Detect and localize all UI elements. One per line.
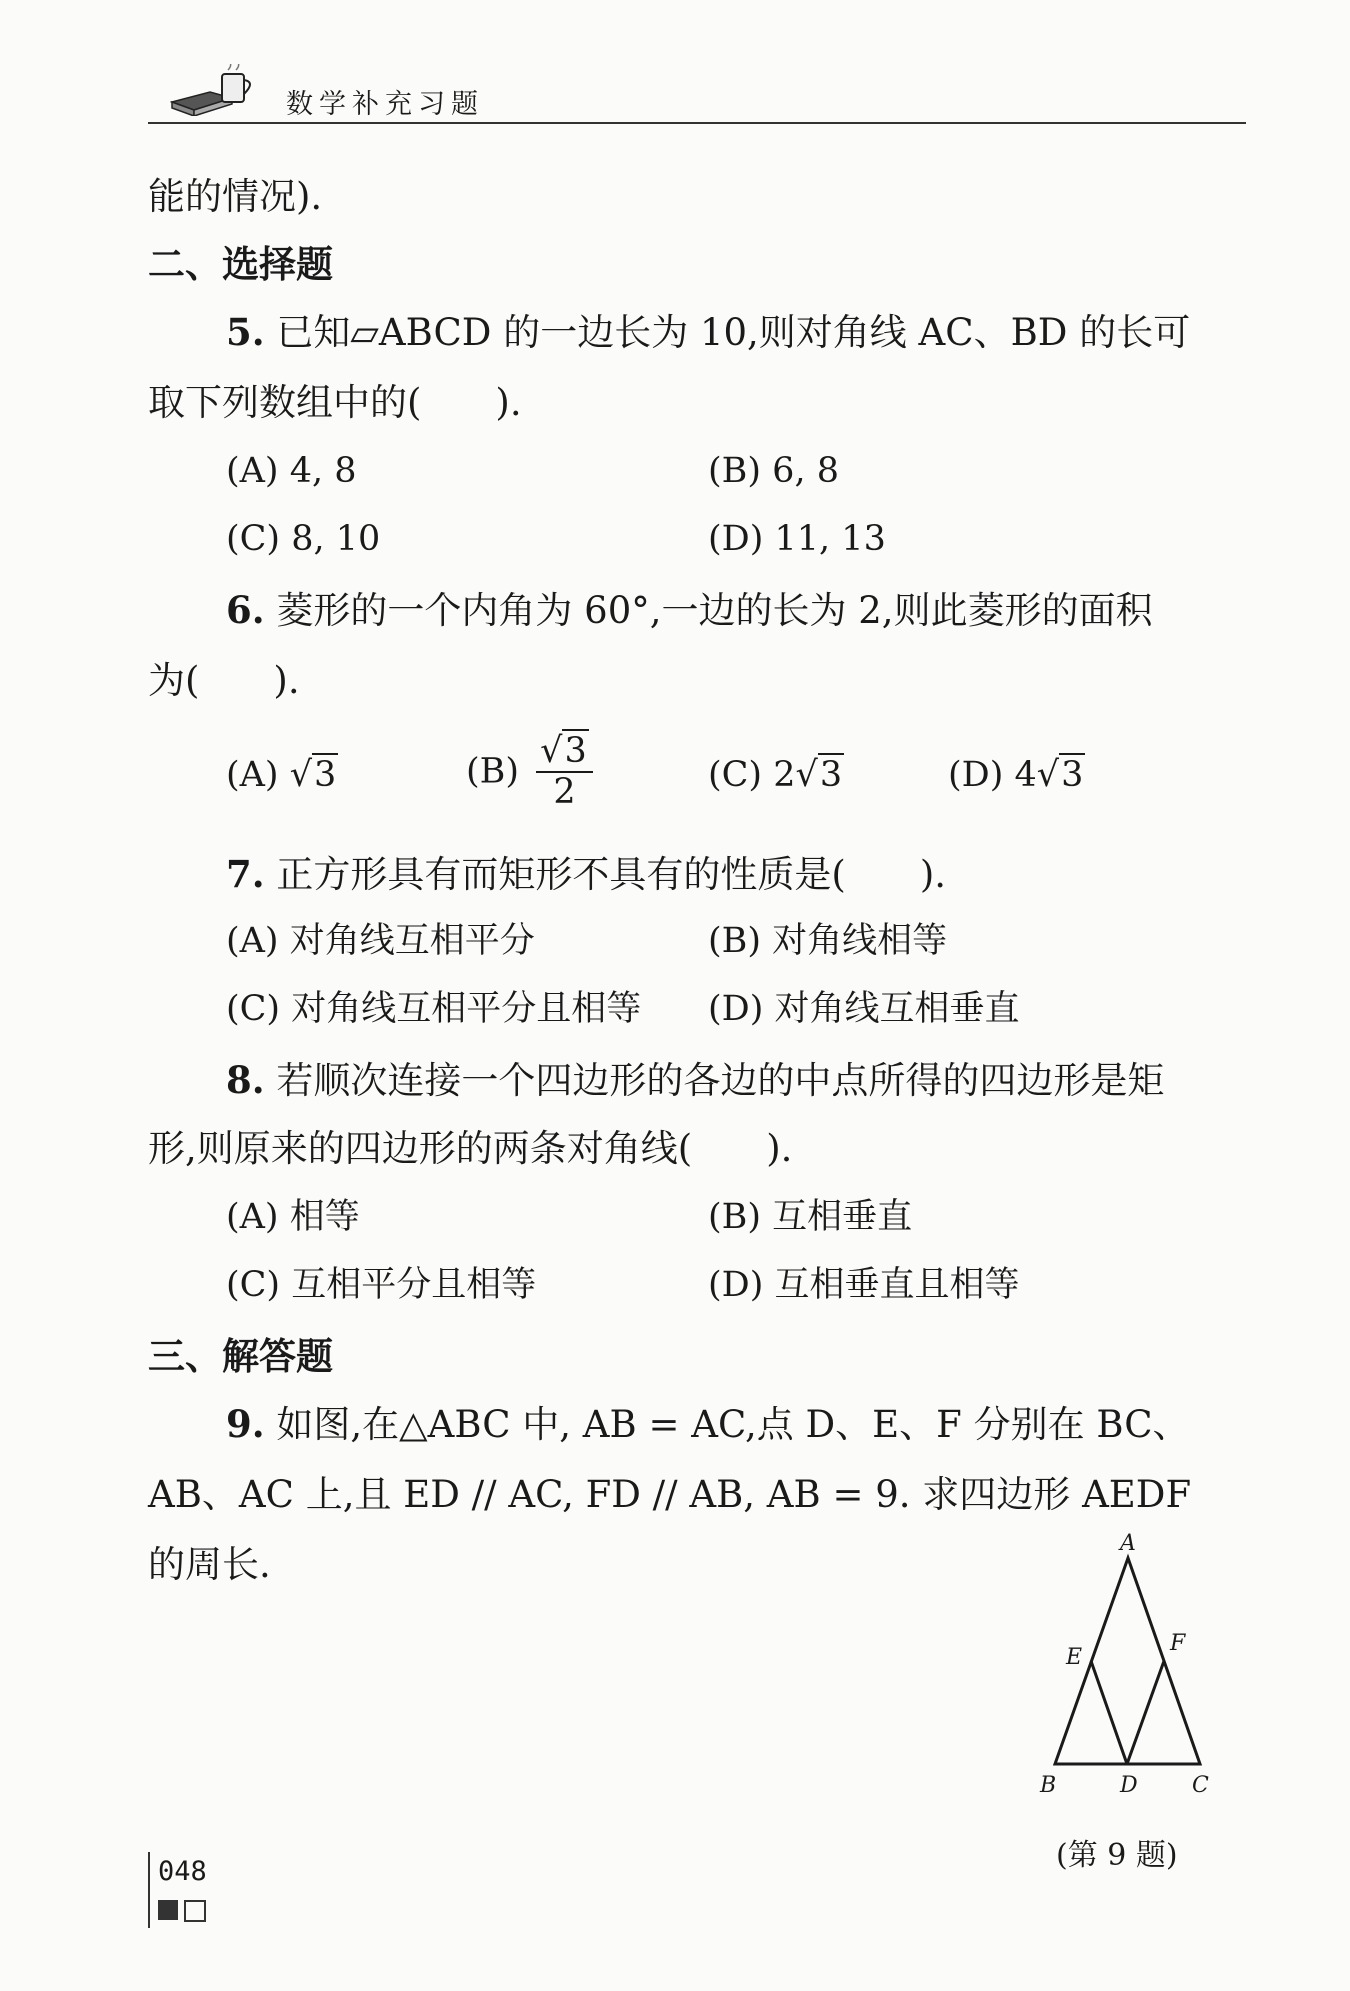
- option-label: (A): [226, 921, 279, 961]
- page-number: 048: [158, 1856, 207, 1887]
- question-text: 若顺次连接一个四边形的各边的中点所得的四边形是矩: [276, 1059, 1165, 1102]
- book-and-mug-icon: [170, 64, 260, 116]
- figure-caption: (第 9 题): [1056, 1838, 1178, 1873]
- option-text: 对角线互相平分: [289, 921, 535, 961]
- question-number: 7.: [226, 852, 265, 896]
- option-7a[interactable]: [226, 921, 535, 961]
- question-5: [226, 310, 1191, 354]
- coefficient: 2: [773, 755, 796, 795]
- continuation-line: 能的情况).: [148, 175, 323, 218]
- option-8c[interactable]: [226, 1265, 537, 1305]
- question-text: 菱形的一个内角为 60°,一边的长为 2,则此菱形的面积: [276, 589, 1153, 632]
- question-8: [226, 1058, 1165, 1102]
- segment-ed: [1091, 1661, 1127, 1764]
- option-text: 互相平分且相等: [291, 1265, 537, 1305]
- option-8d[interactable]: [708, 1265, 1020, 1305]
- option-7d[interactable]: [708, 989, 1020, 1029]
- radicand: 3: [819, 755, 843, 795]
- option-5a[interactable]: [226, 451, 357, 491]
- vertex-label-d: D: [1120, 1773, 1138, 1798]
- option-7c[interactable]: [226, 989, 642, 1029]
- option-label: (D): [708, 1265, 764, 1305]
- radicand: 3: [314, 755, 337, 795]
- option-text: 对角线相等: [772, 921, 948, 961]
- option-label: (B): [708, 451, 762, 491]
- fraction: [536, 731, 593, 812]
- section-heading-choice: 二、选择题: [148, 243, 333, 286]
- option-text: 对角线互相垂直: [774, 989, 1020, 1029]
- option-label: (D): [708, 989, 764, 1029]
- option-label: (B): [466, 751, 520, 792]
- option-text: 6, 8: [772, 451, 839, 491]
- section-heading-solve: 三、解答题: [148, 1335, 333, 1378]
- option-6d[interactable]: [948, 755, 1085, 795]
- question-7: [226, 852, 947, 896]
- empty-square-icon: [184, 1900, 206, 1922]
- triangle-figure: [1030, 1528, 1230, 1808]
- header-divider: [148, 122, 1246, 124]
- option-text: 对角线互相平分且相等: [291, 989, 642, 1029]
- option-label: (B): [708, 921, 762, 961]
- radicand: 3: [1061, 755, 1084, 795]
- vertex-label-b: B: [1040, 1773, 1057, 1798]
- option-text: 8, 10: [291, 519, 381, 559]
- denominator: 2: [553, 772, 576, 812]
- sqrt-expression: √3: [1036, 755, 1084, 795]
- option-label: (C): [708, 755, 763, 795]
- numerator: √3: [536, 734, 593, 773]
- question-5-line2: 取下列数组中的( ).: [148, 381, 522, 424]
- option-label: (A): [226, 451, 279, 491]
- option-7b[interactable]: [708, 921, 948, 961]
- question-6: [226, 588, 1153, 632]
- option-6c[interactable]: [708, 755, 844, 795]
- question-text: 如图,在△ABC 中, AB = AC,点 D、E、F 分别在 BC、: [276, 1403, 1190, 1446]
- option-8b[interactable]: [708, 1197, 913, 1237]
- option-text: 11, 13: [774, 519, 886, 559]
- option-5d[interactable]: [708, 519, 886, 559]
- option-label: (D): [708, 519, 764, 559]
- option-label: (A): [226, 755, 279, 795]
- option-label: (C): [226, 989, 281, 1029]
- sqrt-expression: √3: [289, 755, 337, 795]
- option-5b[interactable]: [708, 451, 839, 491]
- question-number: 9.: [226, 1402, 265, 1446]
- filled-square-icon: [158, 1900, 178, 1920]
- vertex-label-e: E: [1066, 1645, 1083, 1670]
- radicand: 3: [564, 731, 587, 771]
- option-6b[interactable]: [466, 731, 593, 812]
- option-label: (C): [226, 519, 281, 559]
- option-text: 相等: [289, 1197, 360, 1237]
- question-6-line2: 为( ).: [148, 659, 300, 702]
- option-text: 4, 8: [289, 451, 357, 491]
- option-6a[interactable]: [226, 755, 338, 795]
- coefficient: 4: [1014, 755, 1037, 795]
- option-text: 互相垂直且相等: [774, 1265, 1020, 1305]
- vertex-label-f: F: [1170, 1631, 1186, 1656]
- option-label: (B): [708, 1197, 762, 1237]
- option-text: 互相垂直: [772, 1197, 913, 1237]
- option-label: (A): [226, 1197, 279, 1237]
- option-label: (C): [226, 1265, 281, 1305]
- question-8-line2: 形,则原来的四边形的两条对角线( ).: [148, 1127, 793, 1170]
- option-label: (D): [948, 755, 1004, 795]
- header-logo: [170, 64, 260, 116]
- option-5c[interactable]: [226, 519, 381, 559]
- question-text: 正方形具有而矩形不具有的性质是( ).: [276, 853, 947, 896]
- question-number: 5.: [226, 310, 265, 354]
- question-9: [226, 1402, 1190, 1446]
- sqrt-expression: √3: [795, 755, 843, 795]
- question-9-line3: 的周长.: [148, 1543, 271, 1586]
- vertex-label-c: C: [1192, 1773, 1209, 1798]
- question-number: 6.: [226, 588, 265, 632]
- page-marker-bar: [148, 1852, 150, 1928]
- question-text: 已知▱ABCD 的一边长为 10,则对角线 AC、BD 的长可: [276, 311, 1191, 354]
- option-8a[interactable]: [226, 1197, 360, 1237]
- vertex-label-a: A: [1120, 1531, 1136, 1556]
- header-title: 数学补充习题: [286, 89, 484, 120]
- question-number: 8.: [226, 1058, 265, 1102]
- segment-fd: [1127, 1661, 1164, 1764]
- question-9-line2: AB、AC 上,且 ED // AC, FD // AB, AB = 9. 求四边形 AEDF: [148, 1473, 1192, 1516]
